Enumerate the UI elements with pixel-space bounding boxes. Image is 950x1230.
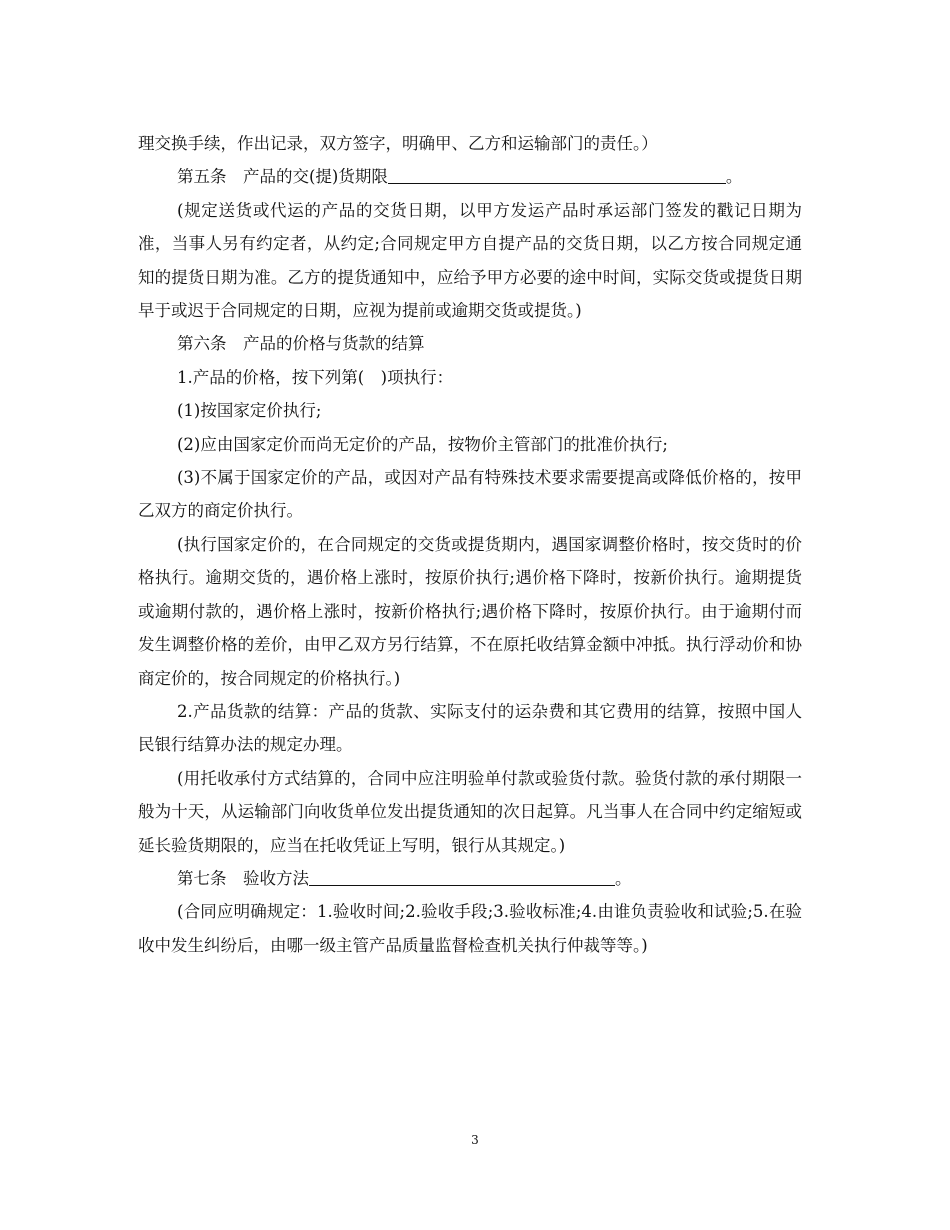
price-clause: 1.产品的价格，按下列第( )项执行： <box>177 367 454 387</box>
article-7-note: (合同应明确规定：1.验收时间;2.验收手段;3.验收标准;4.由谁负责验收和试验;5.在验收中发生纠纷后，由哪一级主管产品质量监督检查机关执行仲裁等等。) <box>138 902 802 955</box>
article-7-blank <box>309 867 615 886</box>
article-5-blank <box>388 165 726 184</box>
price-option-2: (2)应由国家定价而尚无定价的产品，按物价主管部门的批准价执行; <box>177 434 668 454</box>
paragraph-continuation: 理交换手续，作出记录，双方签字，明确甲、乙方和运输部门的责任。） <box>138 134 658 153</box>
payment-note: (用托收承付方式结算的，合同中应注明验单付款或验货付款。验货付款的承付期限一般为十天，从运输部门向收货单位发出提货通知的次日起算。凡当事人在合同中约定缩短或延长验货期限的，应当在托收凭证上写明，银行从其规定。) <box>138 768 802 855</box>
price-option-1: (1)按国家定价执行; <box>177 401 322 421</box>
article-6-heading: 第六条 产品的价格与货款的结算 <box>177 334 425 354</box>
article-5-heading <box>138 160 802 193</box>
article-5-label: 第五条 产品的交(提)货期限 <box>177 167 388 187</box>
price-option-3: (3)不属于国家定价的产品，或因对产品有特殊技术要求需要提高或降低价格的，按甲乙双方的商定价执行。 <box>138 468 802 521</box>
article-5-end: 。 <box>725 167 743 187</box>
article-7-heading <box>138 862 802 895</box>
payment-clause: 2.产品货款的结算：产品的货款、实际支付的运杂费和其它费用的结算，按照中国人民银行结算办法的规定办理。 <box>138 701 802 755</box>
article-7-label: 第七条 验收方法 <box>177 868 309 888</box>
document-body <box>138 127 802 962</box>
article-7-end: 。 <box>615 868 632 888</box>
article-5-note: (规定送货或代运的产品的交货日期，以甲方发运产品时承运部门签发的戳记日期为准，当事人另有约定者，从约定;合同规定甲方自提产品的交货日期，以乙方按合同规定通知的提货日期为准。乙方的提货通知中，应给予甲方必要的途中时间，实际交货或提货日期早于或迟于合同规定的日期，应视为提前或逾期交货或提货。) <box>138 200 802 321</box>
price-note: (执行国家定价的，在合同规定的交货或提货期内，遇国家调整价格时，按交货时的价格执行。逾期交货的，遇价格上涨时，按原价执行;遇价格下降时，按新价执行。逾期提货或逾期付款的，遇价格上涨时，按新价格执行;遇价格下降时，按原价执行。由于逾期付而发生调整价格的差价，由甲乙双方另行结算，不在原托收结算金额中冲抵。执行浮动价和协商定价的，按合同规定的价格执行。) <box>138 534 802 688</box>
page-number: 3 <box>471 1133 479 1147</box>
